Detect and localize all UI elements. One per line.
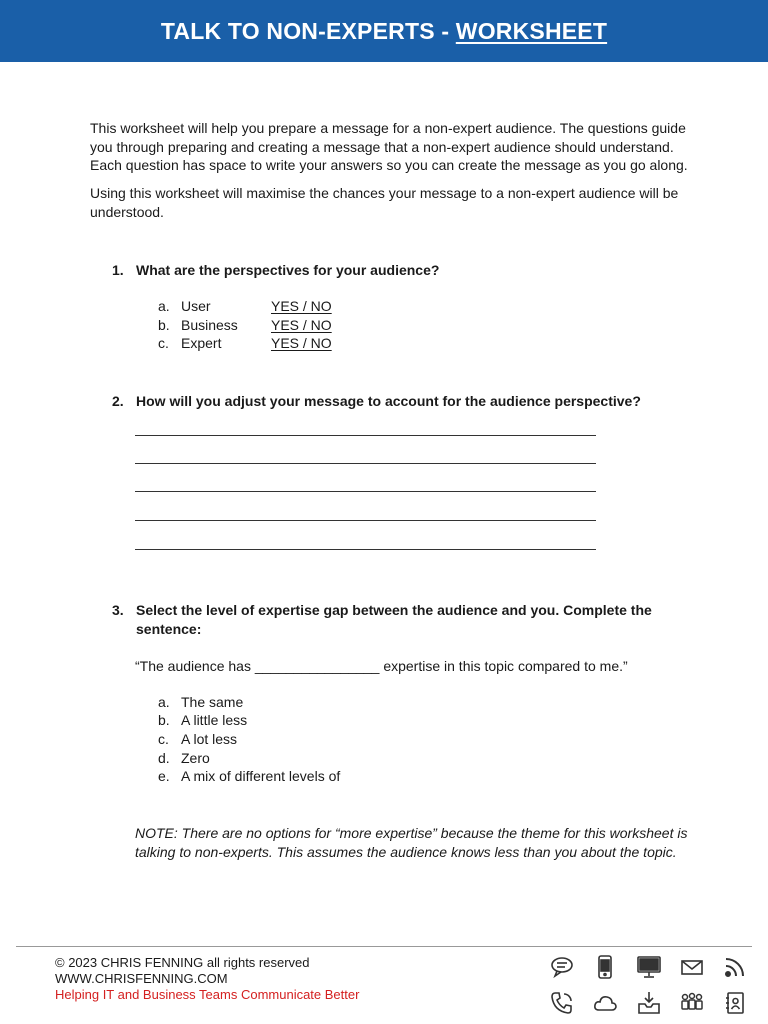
- option-label: Business: [181, 317, 238, 333]
- inbox-download-icon[interactable]: [636, 990, 662, 1016]
- intro-paragraph-1: This worksheet will help you prepare a message for a non-expert audience. The questions guide you through preparing and creating a message that a non-expert audience should understand. Each question has space to write your answers so you can create the message as you go along.: [90, 120, 688, 174]
- list-item: [158, 297, 332, 316]
- answer-line[interactable]: [135, 491, 596, 492]
- question-number: 3.: [112, 602, 124, 618]
- option-letter: d.: [158, 750, 170, 766]
- yes-no-answer[interactable]: YES / NO: [271, 317, 332, 333]
- option-letter: e.: [158, 768, 170, 784]
- list-item: [158, 730, 237, 749]
- question-number: 2.: [112, 393, 124, 409]
- answer-line[interactable]: [135, 463, 596, 464]
- footer-copyright: © 2023 CHRIS FENNING all rights reserved: [55, 955, 310, 970]
- option-label: User: [181, 298, 211, 314]
- list-item: [158, 693, 243, 712]
- footer-divider: [16, 946, 752, 947]
- mail-icon[interactable]: [679, 954, 705, 980]
- option-label: Zero: [181, 750, 210, 766]
- page-header: [0, 0, 768, 62]
- monitor-icon[interactable]: [636, 954, 662, 980]
- option-letter: b.: [158, 712, 170, 728]
- option-letter: c.: [158, 731, 169, 747]
- intro-paragraph-2: Using this worksheet will maximise the chances your message to a non-expert audience will be understood.: [90, 185, 679, 220]
- question-text: Select the level of expertise gap between the audience and you. Complete the sentence:: [136, 602, 652, 637]
- header-title: TALK TO NON-EXPERTS -: [160, 17, 450, 44]
- option-label: A lot less: [181, 731, 238, 747]
- yes-no-answer[interactable]: YES / NO: [271, 298, 332, 314]
- header-title-emphasis: WORKSHEET: [455, 17, 608, 44]
- sentence-text: “The audience has ________________ expertise in this topic compared to me.”: [135, 658, 628, 674]
- question-number: 1.: [112, 262, 124, 278]
- list-item: [158, 316, 332, 335]
- footer-tagline: Helping IT and Business Teams Communicate Better: [55, 987, 360, 1002]
- answer-line[interactable]: [135, 520, 596, 521]
- option-label: Expert: [181, 335, 222, 351]
- option-label: A little less: [181, 712, 248, 728]
- question-text: What are the perspectives for your audience?: [136, 262, 440, 278]
- option-letter: b.: [158, 317, 170, 333]
- question-3: [112, 601, 672, 639]
- answer-line[interactable]: [135, 549, 596, 550]
- list-item: [158, 711, 247, 730]
- mobile-icon[interactable]: [592, 954, 618, 980]
- list-item: [158, 749, 210, 768]
- question-2: [112, 392, 672, 411]
- option-letter: a.: [158, 298, 170, 314]
- rss-icon[interactable]: [722, 954, 748, 980]
- footer-website[interactable]: WWW.CHRISFENNING.COM: [55, 971, 228, 986]
- cloud-icon[interactable]: [592, 990, 618, 1016]
- option-letter: c.: [158, 335, 169, 351]
- yes-no-answer[interactable]: YES / NO: [271, 335, 332, 351]
- fill-in-sentence[interactable]: [135, 657, 628, 676]
- option-label: A mix of different levels of: [181, 768, 341, 784]
- question-1: [112, 261, 672, 280]
- question-text: How will you adjust your message to account for the audience perspective?: [136, 393, 641, 409]
- team-icon[interactable]: [679, 990, 705, 1016]
- chat-icon[interactable]: [549, 954, 575, 980]
- phone-icon[interactable]: [549, 990, 575, 1016]
- list-item: [158, 334, 332, 353]
- option-label: The same: [181, 694, 244, 710]
- answer-line[interactable]: [135, 435, 596, 436]
- note-text: NOTE: There are no options for “more expertise” because the theme for this worksheet is talking to non-experts. This assumes the audience knows less than you about the topic.: [135, 825, 688, 860]
- list-item: [158, 767, 340, 786]
- contacts-icon[interactable]: [722, 990, 748, 1016]
- option-letter: a.: [158, 694, 170, 710]
